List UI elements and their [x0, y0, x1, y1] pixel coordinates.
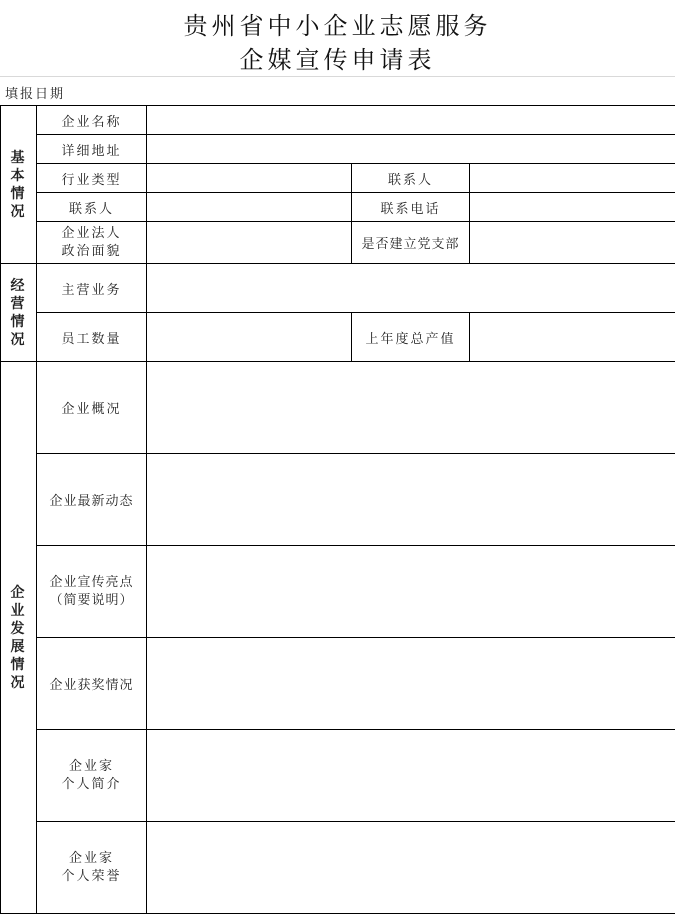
- form-title-line-2: 企媒宣传申请表: [239, 46, 436, 74]
- field-company-overview[interactable]: [147, 362, 675, 454]
- label-publicity-highlights: 企业宣传亮点 （简要说明）: [37, 546, 147, 638]
- label-legal-person-politics: 企业法人 政治面貌: [37, 222, 147, 264]
- field-publicity-highlights[interactable]: [147, 546, 675, 638]
- label-awards: 企业获奖情况: [37, 638, 147, 730]
- row-contact: [1, 193, 675, 222]
- field-latest-news[interactable]: [147, 454, 675, 546]
- label-contact-person-right: 联系人: [352, 164, 470, 193]
- field-party-branch[interactable]: [470, 222, 675, 264]
- row-highlights: [1, 546, 675, 638]
- field-employee-count[interactable]: [147, 313, 352, 362]
- form-title-box: [0, 0, 675, 77]
- field-contact-person[interactable]: [147, 193, 352, 222]
- field-contact-phone[interactable]: [470, 193, 675, 222]
- label-contact-person: 联系人: [37, 193, 147, 222]
- row-entrepreneur-honors: [1, 822, 675, 914]
- field-awards[interactable]: [147, 638, 675, 730]
- fill-date-label: 填报日期: [5, 87, 66, 102]
- label-employee-count: 员工数量: [37, 313, 147, 362]
- label-latest-news: 企业最新动态: [37, 454, 147, 546]
- row-address: [1, 135, 675, 164]
- label-entrepreneur-honors: 企业家 个人荣誉: [37, 822, 147, 914]
- row-employees: [1, 313, 675, 362]
- row-company-name: [1, 106, 675, 135]
- row-industry: [1, 164, 675, 193]
- label-industry: 行业类型: [37, 164, 147, 193]
- row-awards: [1, 638, 675, 730]
- row-news: [1, 454, 675, 546]
- label-annual-output: 上年度总产值: [352, 313, 470, 362]
- row-main-business: [1, 264, 675, 313]
- field-annual-output[interactable]: [470, 313, 675, 362]
- field-legal-person-politics[interactable]: [147, 222, 352, 264]
- label-company-overview: 企业概况: [37, 362, 147, 454]
- label-entrepreneur-intro: 企业家 个人简介: [37, 730, 147, 822]
- section-development: 企 业 发 展 情 况: [1, 362, 37, 914]
- label-company-name: 企业名称: [37, 106, 147, 135]
- section-basic-info: 基 本 情 况: [1, 106, 37, 264]
- field-main-business[interactable]: [147, 264, 675, 313]
- section-operation: 经 营 情 况: [1, 264, 37, 362]
- label-address: 详细地址: [37, 135, 147, 164]
- row-entrepreneur-intro: [1, 730, 675, 822]
- field-company-name[interactable]: [147, 106, 675, 135]
- field-industry[interactable]: [147, 164, 352, 193]
- form-title-line-1: 贵州省中小企业志愿服务: [183, 12, 492, 40]
- label-main-business: 主营业务: [37, 264, 147, 313]
- field-address[interactable]: [147, 135, 675, 164]
- field-entrepreneur-honors[interactable]: [147, 822, 675, 914]
- field-contact-person-right[interactable]: [470, 164, 675, 193]
- label-party-branch: 是否建立党支部: [352, 222, 470, 264]
- application-form-table: [0, 105, 675, 914]
- row-overview: [1, 362, 675, 454]
- label-contact-phone: 联系电话: [352, 193, 470, 222]
- row-legal-person: [1, 222, 675, 264]
- field-entrepreneur-intro[interactable]: [147, 730, 675, 822]
